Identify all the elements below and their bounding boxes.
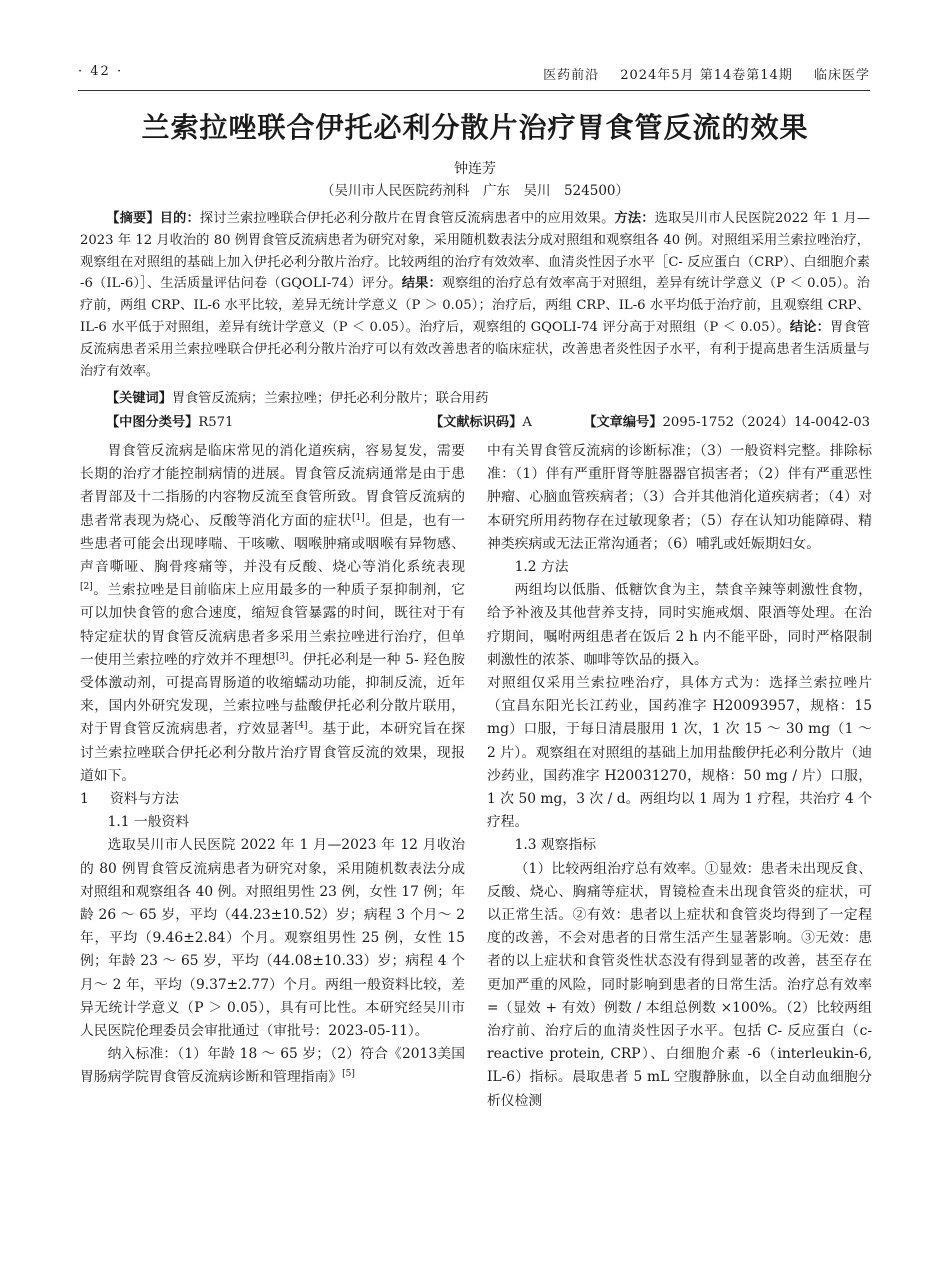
clc-value: R571 bbox=[198, 415, 234, 430]
abstract-methods: 选取吴川市人民医院2022 年 1 月—2023 年 12 月收治的 80 例胃食管反流病患者为研究对象，采用随机数表法分成对照组和观察组各 40 例。对照组采用兰索拉唑治疗，观察组在对照组的基础上加入伊托必利分散片治疗。比较两组的治疗有效效率、血清炎性因子水平［C- 反应蛋白（CRP）、白细胞介素 -6（IL-6）］、生活质量评估问卷（GQOLI-74）评分。 bbox=[80, 211, 871, 292]
article-label: 【文章编号】 bbox=[583, 415, 663, 430]
clc-label: 【中图分类号】 bbox=[106, 415, 199, 430]
journal-section: 临床医学 bbox=[813, 68, 870, 83]
doc-label: 【文献标识码】 bbox=[430, 415, 523, 430]
abstract-label: 【摘要】 bbox=[106, 211, 160, 226]
abstract-results: 观察组的治疗总有效率高于对照组，差异有统计学意义（P ＜ 0.05）。治疗前，两组 CRP、IL-6 水平比较，差异无统计学意义（P ＞ 0.05）；治疗后，两组 CRP、IL-6 水平均低于治疗前，且观察组 CRP、IL-6 水平低于对照组，差异有统计学意义（P ＜ 0.05）。治疗后，观察组的 GQOLI-74 评分高于对照组（P ＜ 0.05）。 bbox=[80, 276, 870, 335]
method-paragraph-2: 对照组仅采用兰索拉唑治疗，具体方式为：选择兰索拉唑片（宜昌东阳光长江药业，国药准字 H20093957，规格：15 mg）口服，于每日清晨服用 1 次，1 次 15 ～ 30 mg（1 ～ 2 片）。观察组在对照组的基础上加用盐酸伊托必利分散片（迪沙药业，国药准字 H20031270，规格：50 mg / 片）口服，1 次 50 mg，3 次 / d。两组均以 1 周为 1 疗程，共治疗 4 个疗程。 bbox=[487, 675, 872, 831]
abstract-conclusion: 胃食管反流病患者采用兰索拉唑联合伊托必利分散片治疗可以有效改善患者的临床症状，改善患者炎性因子水平，有利于提高患者生活质量与治疗有效率。 bbox=[80, 319, 870, 379]
intro-text-4: 。伊托必利是一种 5- 羟色胺受体激动剂，可提高胃肠道的收缩蠕动功能，抑制反流，近年来，国内外研究发现，兰索拉唑与盐酸伊托必利分散片联用，对于胃食管反流病患者，疗效显著 bbox=[80, 651, 465, 738]
article-value: 2095-1752（2024）14-0042-03 bbox=[662, 415, 870, 430]
page-number: · 42 · bbox=[78, 64, 124, 79]
article-number bbox=[583, 411, 870, 430]
affiliation: （吴川市人民医院药剂科 广东 吴川 524500） bbox=[320, 183, 630, 199]
method-paragraph-1: 两组均以低脂、低糖饮食为主，禁食辛辣等刺激性食物，给予补液及其他营养支持，同时实施戒烟、限酒等处理。在治疗期间，嘱咐两组患者在饭后 2 h 内不能平卧，同时严格限制刺激性的浓茶、咖啡等饮品的摄入。 bbox=[487, 582, 872, 668]
citation: [3] bbox=[275, 651, 289, 662]
subsection-heading-1-2: 1.2 方法 bbox=[514, 559, 569, 576]
document-code bbox=[430, 411, 532, 430]
body-column-left bbox=[80, 440, 465, 1090]
subsection-heading-1-3: 1.3 观察指标 bbox=[514, 837, 597, 854]
body-column-right bbox=[487, 440, 872, 1113]
inclusion-text-1: 纳入标准：（1）年龄 18 ～ 65 岁；（2）符合《2013美国胃肠病学院胃食管反流病诊断和管理指南》 bbox=[80, 1046, 465, 1086]
running-header bbox=[78, 64, 870, 88]
citation: [5] bbox=[342, 1069, 355, 1080]
article-title: 兰索拉唑联合伊托必利分散片治疗胃食管反流的效果 bbox=[141, 111, 809, 144]
conclusion-label: 结论： bbox=[789, 319, 831, 335]
keywords bbox=[106, 387, 488, 406]
general-data-paragraph: 选取吴川市人民医院 2022 年 1 月—2023 年 12 月收治的 80 例胃食管反流病患者为研究对象，采用随机数表法分成对照组和观察组各 40 例。对照组男性 23 例，女性 17 例；年龄 26 ～ 65 岁，平均（44.23±10.52）岁；病程 3 个月～ 2 年，平均（9.46±2.84）个月。观察组男性 25 例，女性 15 例；年龄 23 ～ 65 岁，平均（44.08±10.33）岁；病程 4 个月～ 2 年，平均（9.37±2.77）个月。两组一般资料比较，差异无统计学意义（P ＞ 0.05），具有可比性。本研究经吴川市人民医院伦理委员会审批通过（审批号：2023-05-11）。 bbox=[80, 837, 465, 1040]
intro-paragraph bbox=[80, 440, 465, 788]
journal-issue: 2024年5月 第14卷第14期 bbox=[620, 68, 793, 83]
keywords-label: 【关键词】 bbox=[106, 391, 172, 406]
intro-text-5: 。基于此，本研究旨在探讨兰索拉唑联合伊托必利分散片治疗胃食管反流的效果，现报道如下。 bbox=[80, 721, 466, 784]
section-heading-1 bbox=[80, 788, 465, 811]
intro-text-3: 。兰索拉唑是目前临床上应用最多的一种质子泵抑制剂，它可以加快食管的愈合速度，缩短食管暴露的时间，既往对于有特定症状的胃食管反流病患者多采用兰索拉唑进行治疗，但单一使用兰索拉唑的疗效并不理想 bbox=[80, 582, 465, 668]
citation: [4] bbox=[294, 721, 308, 732]
citation: [1] bbox=[352, 512, 365, 523]
section-number: 1 bbox=[80, 791, 89, 808]
observation-paragraph: （1）比较两组治疗总有效率。①显效：患者未出现反食、反酸、烧心、胸痛等症状，胃镜检查未出现食管炎的症状，可以正常生活。②有效：患者以上症状和食管炎均得到了一定程度的改善，不会对患者的日常生活产生显著影响。③无效：患者的以上症状和食管炎性状态没有得到显著的改善，甚至存在更加严重的风险，同时影响到患者的日常生活。治疗总有效率 =（显效 + 有效）例数 / 本组总例数 ×100%。（2）比较两组治疗前、治疗后的血清炎性因子水平。包括 C- 反应蛋白（c-reactive protein, CRP）、白细胞介素 -6（interleukin-6, IL-6）指标。晨取患者 5 mL 空腹静脉血，以全自动血细胞分析仪检测 bbox=[487, 860, 872, 1109]
inclusion-paragraph bbox=[80, 1043, 465, 1089]
results-label: 结果： bbox=[401, 276, 442, 292]
citation: [2] bbox=[80, 582, 93, 593]
section-title: 资料与方法 bbox=[110, 791, 179, 808]
abstract bbox=[80, 208, 870, 382]
intro-text-1: 胃食管反流病是临床常见的消化道疾病，容易复发，需要长期的治疗才能控制病情的进展。胃食管反流病通常是由于患者胃部及十二指肠的内容物反流至食管所致。胃食管反流病的患者常表现为烧心、反酸等消化方面的症状 bbox=[80, 443, 465, 529]
doc-value: A bbox=[522, 415, 532, 430]
inclusion-paragraph-continued: 中有关胃食管反流病的诊断标准；（3）一般资料完整。排除标准：（1）伴有严重肝肾等脏器器官损害者；（2）伴有严重恶性肿瘤、心脑血管疾病者；（3）合并其他消化道疾病者；（4）对本研究所用药物存在过敏现象者；（5）存在认知功能障碍、精神类疾病或无法正常沟通者；（6）哺乳或妊娠期妇女。 bbox=[487, 443, 872, 552]
clc-code bbox=[106, 411, 233, 430]
author: 钟连芳 bbox=[454, 161, 496, 177]
abstract-objective: 探讨兰索拉唑联合伊托必利分散片在胃食管反流病患者中的应用效果。 bbox=[199, 211, 615, 226]
objective-label: 目的： bbox=[159, 211, 200, 226]
journal-info bbox=[527, 64, 870, 83]
keywords-text: 胃食管反流病；兰索拉唑；伊托必利分散片；联合用药 bbox=[171, 391, 489, 406]
methods-label: 方法： bbox=[614, 211, 655, 226]
subsection-heading-1-1: 1.1 一般资料 bbox=[107, 814, 190, 831]
intro-text-2: 。但是，也有一些患者可能会出现哮喘、干咳嗽、咽喉肿痛或咽喉有异物感、声音嘶哑、胸骨疼痛等，并没有反酸、烧心等消化系统表现 bbox=[80, 512, 466, 576]
header-divider bbox=[78, 90, 870, 91]
classification-line bbox=[80, 411, 870, 431]
journal-name: 医药前沿 bbox=[543, 68, 600, 83]
